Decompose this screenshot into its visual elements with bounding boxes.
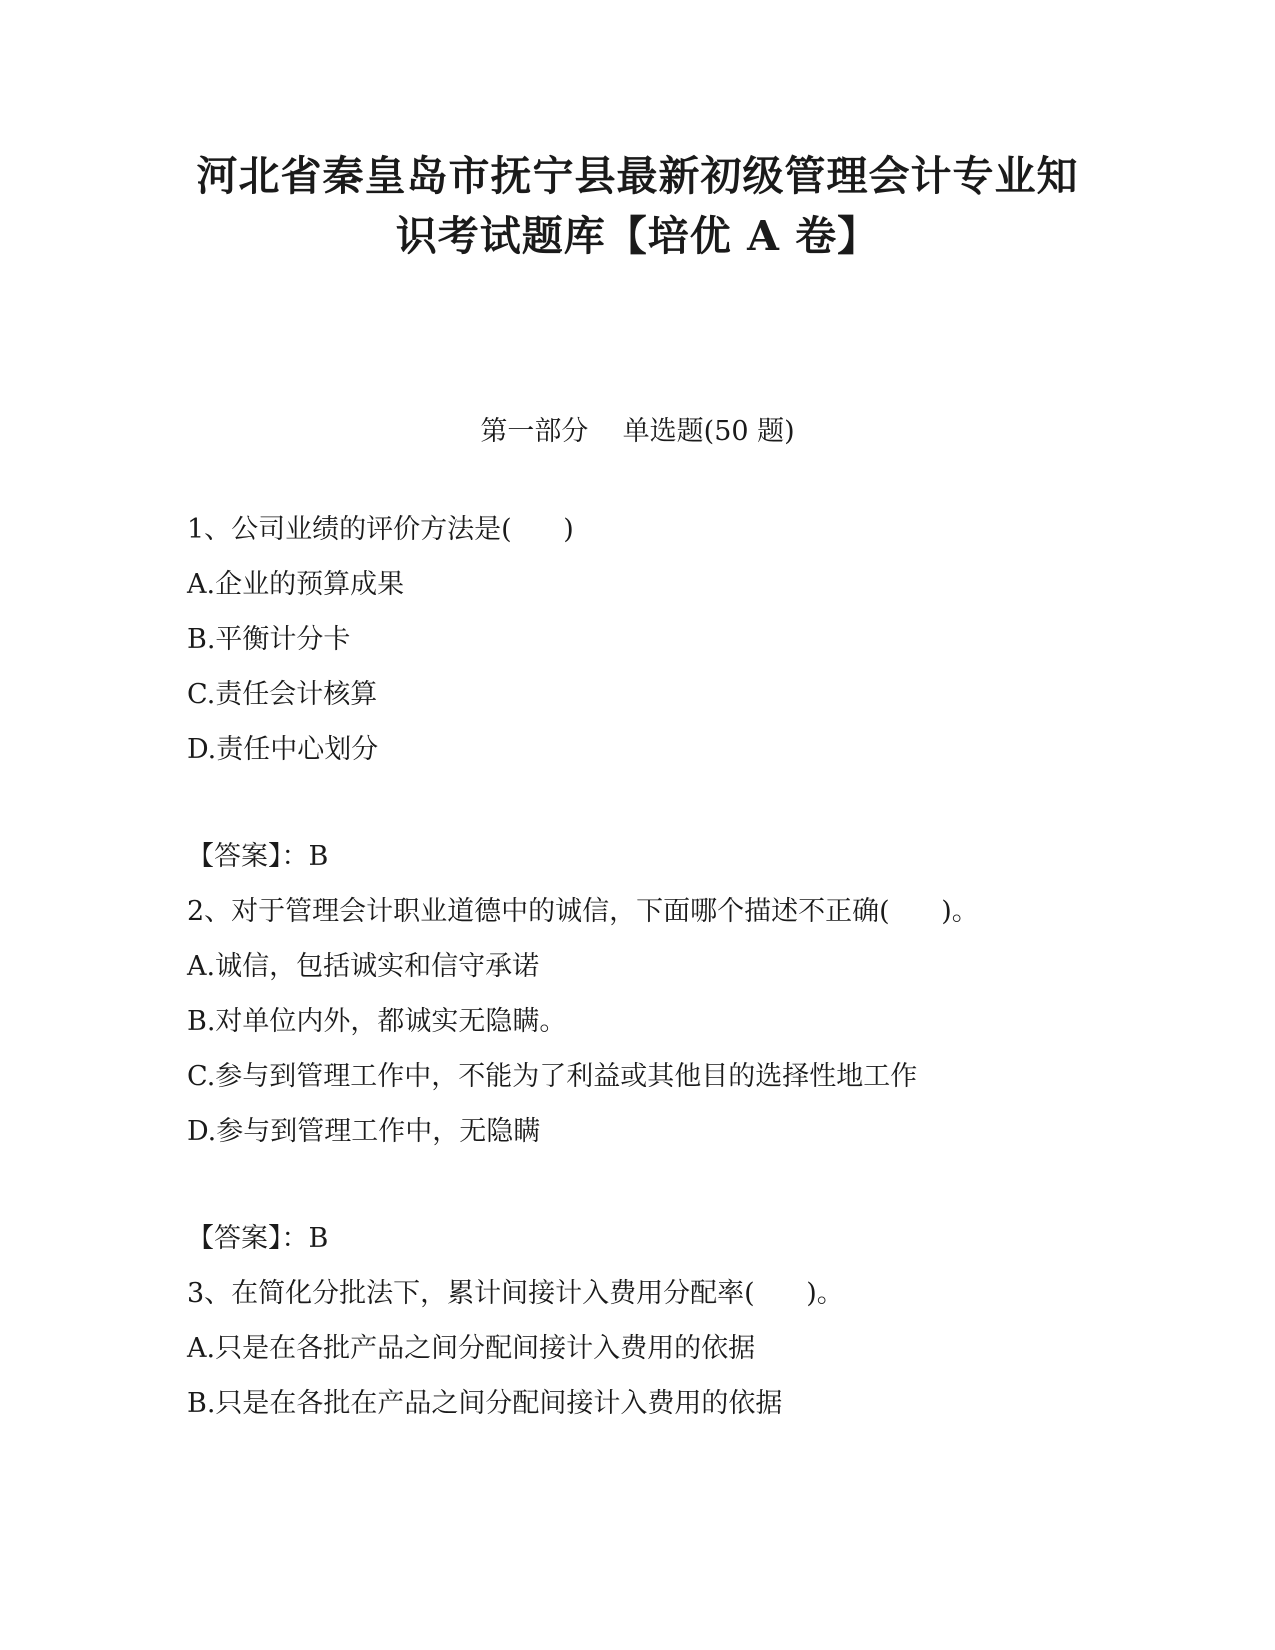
document-title <box>150 146 1125 266</box>
option-d: D.责任中心划分 <box>187 734 379 765</box>
spacer <box>187 1167 1087 1219</box>
question-stem: 1、公司业绩的评价方法是( ) <box>187 514 574 545</box>
answer-line: 【答案】：B <box>187 841 329 872</box>
option-a: A.企业的预算成果 <box>187 569 405 600</box>
option-a: A.只是在各批产品之间分配间接计入费用的依据 <box>187 1333 756 1364</box>
question-stem: 3、在简化分批法下，累计间接计入费用分配率( )。 <box>187 1278 844 1309</box>
option-c: C.参与到管理工作中，不能为了利益或其他目的选择性地工作 <box>187 1061 918 1092</box>
question-2 <box>187 892 1087 1274</box>
spacer <box>187 785 1087 837</box>
question-1 <box>187 510 1087 892</box>
title-line-1: 河北省秦皇岛市抚宁县最新初级管理会计专业知 <box>196 152 1079 200</box>
option-b: B.对单位内外，都诚实无隐瞒。 <box>187 1006 567 1037</box>
question-3 <box>187 1274 1087 1439</box>
option-a: A.诚信，包括诚实和信守承诺 <box>187 951 540 982</box>
option-c: C.责任会计核算 <box>187 679 378 710</box>
option-b: B.只是在各批在产品之间分配间接计入费用的依据 <box>187 1388 783 1419</box>
question-stem: 2、对于管理会计职业道德中的诚信，下面哪个描述不正确( )。 <box>187 896 979 927</box>
question-list <box>187 510 1087 1439</box>
section-heading: 第一部分 单选题(50 题) <box>480 416 795 447</box>
answer-line: 【答案】：B <box>187 1223 329 1254</box>
title-line-2: 识考试题库【培优 A 卷】 <box>395 212 880 260</box>
option-b: B.平衡计分卡 <box>187 624 351 655</box>
option-d: D.参与到管理工作中，无隐瞒 <box>187 1116 541 1147</box>
